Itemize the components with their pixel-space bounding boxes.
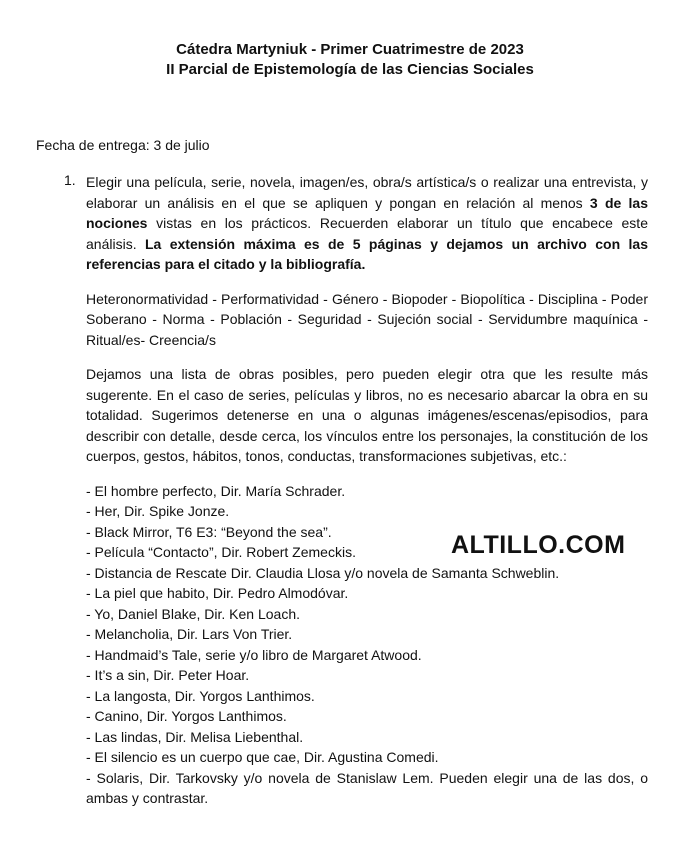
works-intro-paragraph: Dejamos una lista de obras posibles, pero pueden elegir otra que les resulte más sugerente. En el caso de series, películas y libros, no es necesario abarcar la obra en su totalidad. Sugerimos detenerse en una o algunas imágenes/escenas/episodios, para describir con detalle, desde cerca, los vínculos entre los personajes, la constitución de los cuerpos, gestos, hábitos, tonos, conductas, transformaciones subjetivas, etc.: (86, 366, 648, 464)
exam-title: II Parcial de Epistemología de las Ciencias Sociales (166, 61, 534, 78)
works-list-item: - La piel que habito, Dir. Pedro Almodóvar. (86, 585, 349, 601)
works-list-item: - Película “Contacto”, Dir. Robert Zemeckis. (86, 544, 356, 560)
works-list-item: - El hombre perfecto, Dir. María Schrader. (86, 482, 346, 499)
instructions-text-c: vistas en los prácticos. Recuerden elaborar un título que encabece este análisis. (86, 215, 648, 252)
works-list-item: - La langosta, Dir. Yorgos Lanthimos. (86, 687, 315, 704)
instructions-bold-extension: La extensión máxima es de 5 páginas y dejamos un archivo con las referencias para el citado y la bibliografía. (86, 235, 649, 272)
course-title: Cátedra Martyniuk - Primer Cuatrimestre de 2023 (176, 41, 524, 58)
works-list-item: - Melancholia, Dir. Lars Von Trier. (86, 626, 293, 642)
works-list-item: - Las lindas, Dir. Melisa Liebenthal. (86, 728, 304, 745)
works-list-item: - Black Mirror, T6 E3: “Beyond the sea”. (86, 523, 332, 540)
works-list-item: - El silencio es un cuerpo que cae, Dir. Agustina Comedi. (86, 749, 439, 765)
assignment-item (66, 172, 648, 809)
item-body (86, 172, 648, 809)
document-header (0, 40, 700, 80)
works-list-item: - Handmaid’s Tale, serie y/o libro de Margaret Atwood. (86, 646, 422, 663)
due-date: Fecha de entrega: 3 de julio (36, 137, 210, 153)
works-list-item: - Canino, Dir. Yorgos Lanthimos. (86, 708, 287, 724)
notions-paragraph: Heteronormatividad - Performatividad - Género - Biopoder - Biopolítica - Disciplina - Poder Soberano - Norma - Población - Seguridad - Sujeción social - Servidumbre maquínica - Ritual/es- Creencia/s (86, 290, 648, 348)
works-list-item: - Her, Dir. Spike Jonze. (86, 503, 230, 519)
works-list-item: - Solaris, Dir. Tarkovsky y/o novela de Stanislaw Lem. Pueden elegir una de las dos, o ambas y contrastar. (86, 769, 648, 806)
item-number: 1. (64, 172, 76, 188)
works-list-item: - Yo, Daniel Blake, Dir. Ken Loach. (86, 605, 301, 622)
instructions-text-a: Elegir una película, serie, novela, imagen/es, obra/s artística/s o realizar una entrevista, y elaborar un análisis en el que se apliquen y pongan en relación al menos (86, 174, 648, 211)
instructions-paragraph (86, 172, 648, 275)
instructions-bold-notions: 3 de las nociones (86, 194, 648, 231)
watermark-logo: ALTILLO.COM (451, 531, 626, 559)
works-list (86, 481, 648, 809)
works-list-item: - It’s a sin, Dir. Peter Hoar. (86, 667, 250, 683)
works-list-item: - Distancia de Rescate Dir. Claudia Llosa y/o novela de Samanta Schweblin. (86, 564, 560, 581)
